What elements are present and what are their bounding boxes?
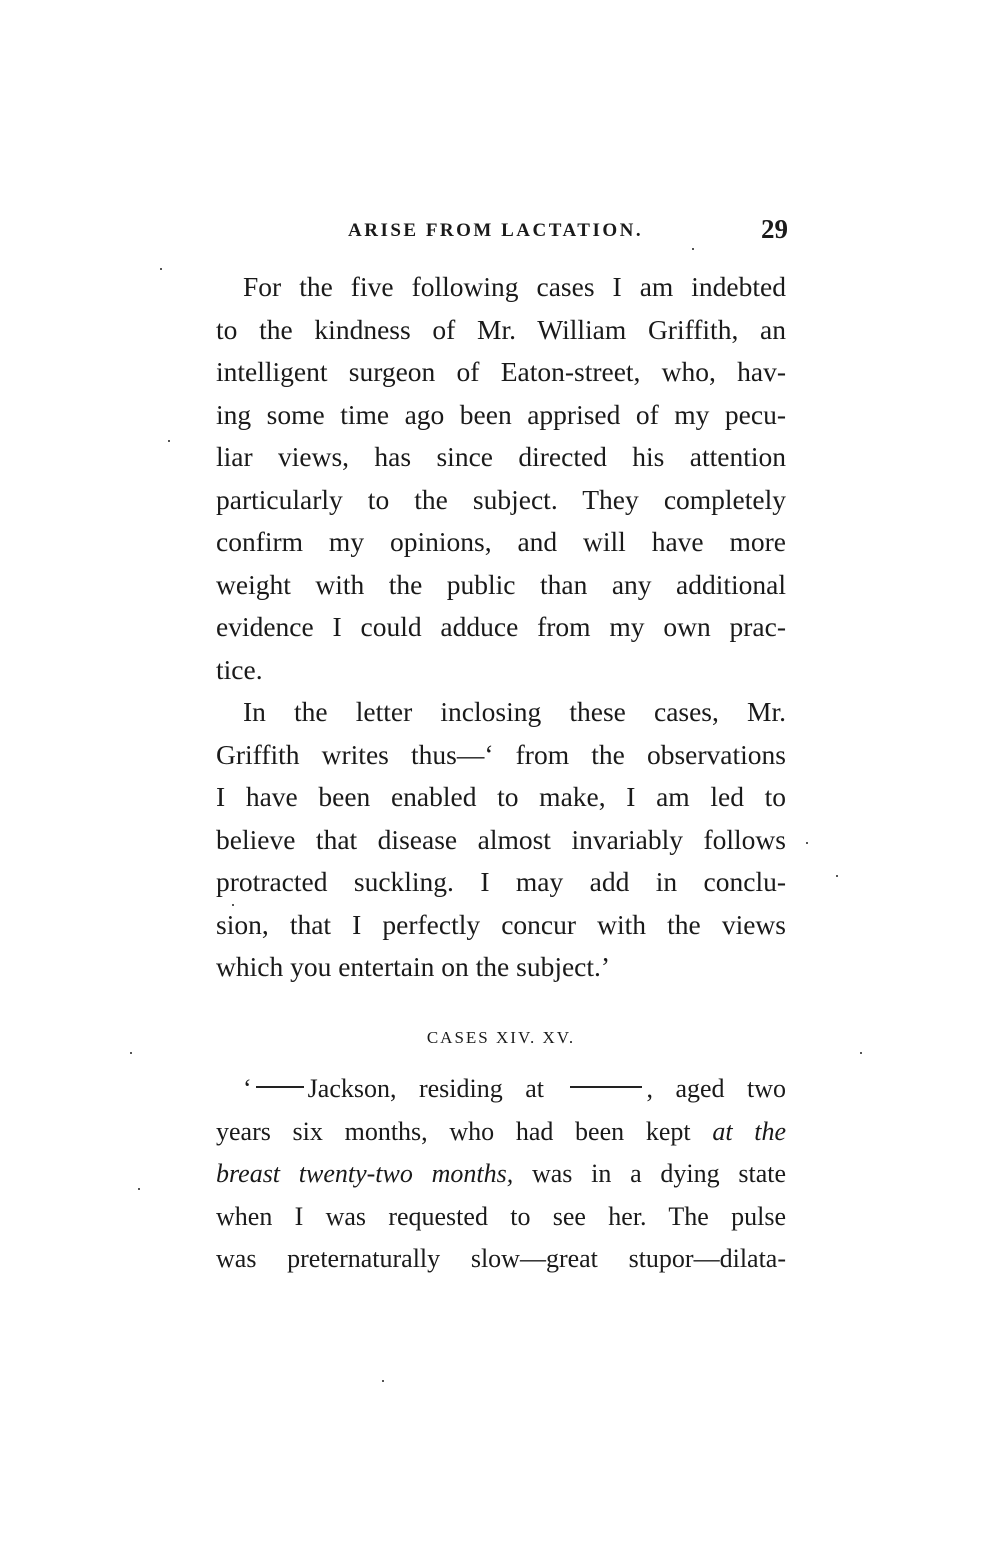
paper-speck [160, 268, 162, 270]
text-line: ing some time ago been apprised of my pecu- [216, 398, 786, 430]
body-text [216, 266, 786, 989]
text-line: In the letter inclosing these cases, Mr. [243, 696, 786, 727]
section-heading: CASES XIV. XV. [426, 1028, 576, 1047]
text-line: tice. [216, 653, 263, 685]
text-line [216, 1111, 786, 1154]
text-line: Griffith writes thus—‘ from the observations [216, 738, 786, 770]
text-line: sion, that I perfectly concur with the views [216, 908, 786, 940]
text-line: intelligent surgeon of Eaton-street, who, hav- [216, 356, 786, 387]
text-line: weight with the public than any additional [216, 568, 786, 600]
open-quote: ‘ [243, 1074, 252, 1103]
text-line [216, 1068, 786, 1111]
text-line: particularly to the subject. They completely [216, 483, 786, 515]
paper-speck [232, 904, 234, 906]
text-line: was preternaturally slow—great stupor—dilata- [216, 1244, 786, 1273]
text-line: confirm my opinions, and will have more [216, 526, 786, 557]
paper-speck [382, 1380, 384, 1382]
text-line: I have been enabled to make, I am led to [216, 781, 786, 812]
paper-speck [692, 248, 694, 250]
case-line-1b: , aged two [646, 1074, 787, 1103]
text-line: protracted suckling. I may add in conclu- [216, 866, 786, 897]
case-line-1a: Jackson, residing at [307, 1074, 544, 1103]
case-line-3: was in a dying state [531, 1159, 787, 1188]
text-line: which you entertain on the subject.’ [216, 951, 611, 982]
paper-speck [138, 1188, 140, 1190]
running-head [216, 216, 788, 250]
case-text [216, 1068, 786, 1281]
case-line-3-italic: breast twenty-two months, [216, 1159, 514, 1188]
case-line-2-italic: at the [712, 1116, 786, 1146]
paper-speck [168, 440, 170, 442]
text-line: For the five following cases I am indebted [243, 271, 786, 302]
paper-speck [836, 875, 838, 877]
text-line: believe that disease almost invariably follows [216, 823, 786, 855]
place-blank-dash [570, 1086, 642, 1088]
paper-speck [860, 1052, 862, 1054]
name-blank-dash [256, 1086, 304, 1088]
paper-speck [806, 842, 808, 844]
page-number: 29 [761, 214, 788, 244]
paper-speck [130, 1052, 132, 1054]
text-line: evidence I could adduce from my own prac- [216, 611, 786, 642]
text-line [216, 1153, 786, 1196]
case-line-2: years six months, who had been kept [216, 1116, 691, 1146]
text-line: to the kindness of Mr. William Griffith, an [216, 313, 786, 345]
running-title: ARISE FROM LACTATION. [348, 220, 644, 241]
text-line: when I was requested to see her. The pulse [216, 1201, 786, 1231]
text-line: liar views, has since directed his attention [216, 441, 786, 472]
